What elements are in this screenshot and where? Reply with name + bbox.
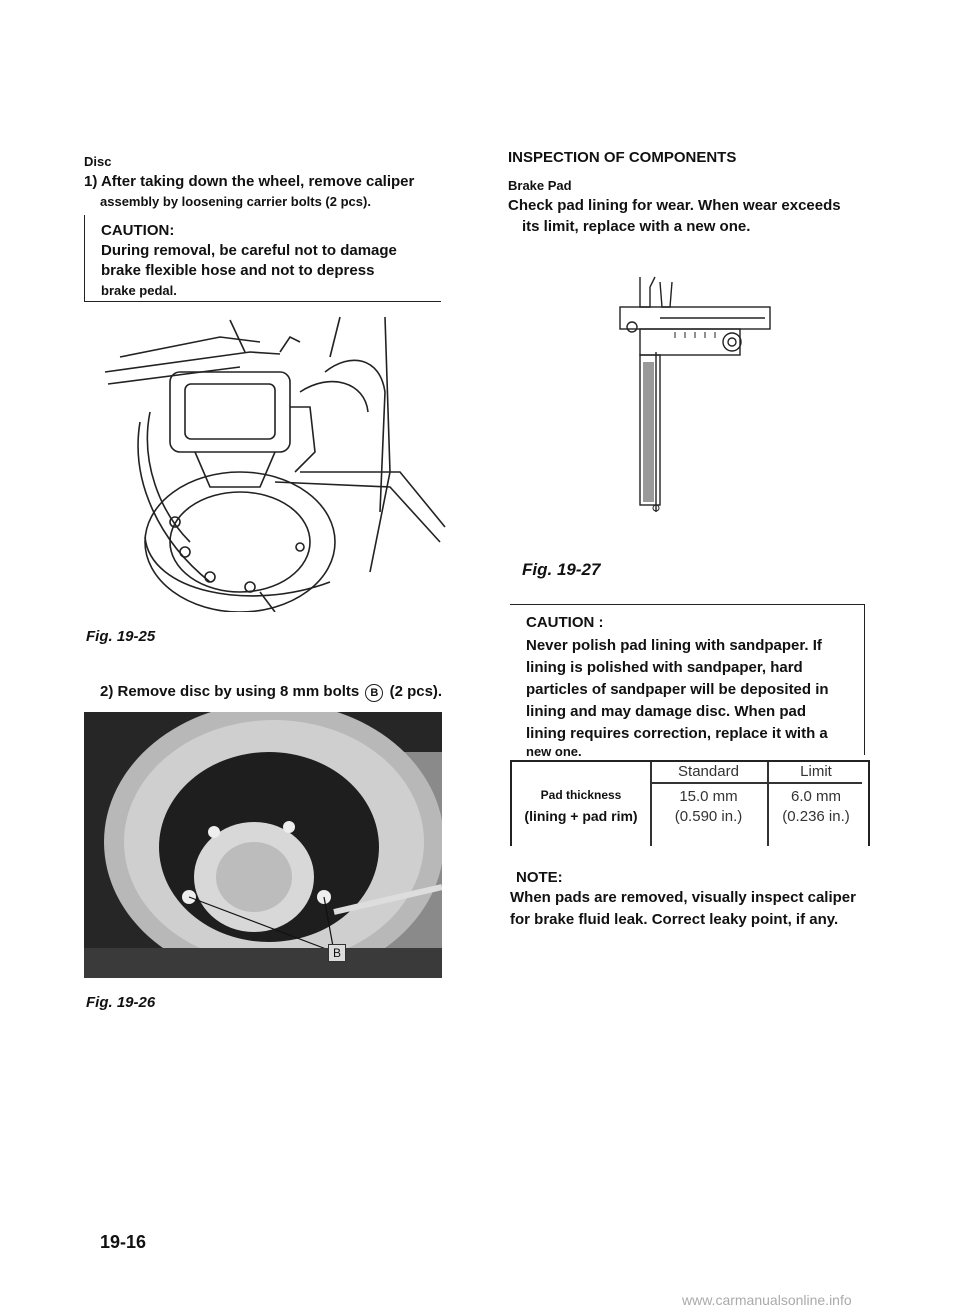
column-header-standard: Standard [678, 763, 739, 780]
table-divider [650, 782, 862, 784]
step1-text-line2: assembly by loosening carrier bolts (2 pcs). [100, 194, 371, 209]
caution-right-line-4: lining and may damage disc. When pad [526, 703, 807, 720]
caution-right-line-2: lining is polished with sandpaper, hard [526, 659, 803, 676]
step2-text [100, 682, 442, 702]
photo-marker-b-icon [328, 944, 346, 962]
standard-value-in: (0.590 in.) [674, 808, 743, 825]
step1-text-line1: 1) After taking down the wheel, remove caliper [84, 173, 415, 190]
limit-value-mm: 6.0 mm [790, 788, 841, 805]
fig-caption-19-25: Fig. 19-25 [86, 628, 156, 645]
standard-value-mm: 15.0 mm [679, 788, 738, 805]
caution-line-2: brake flexible hose and not to depress [101, 262, 375, 279]
caution-box-right [510, 604, 865, 759]
marker-b-text: B [370, 687, 379, 699]
caution-right-line-3: particles of sandpaper will be deposited in [526, 681, 829, 698]
row-label-pad-thickness: Pad thickness [540, 788, 622, 802]
photo-marker-b-text: B [332, 946, 341, 960]
intro-line-1: Check pad lining for wear. When wear exceeds [508, 197, 841, 214]
vernier-caliper-illustration [600, 272, 790, 517]
caution-right-line-1: Never polish pad lining with sandpaper. If [526, 637, 822, 654]
caution-right-line-6: new one. [526, 744, 582, 759]
caution-line-3: brake pedal. [101, 283, 177, 298]
caution-line-1: During removal, be careful not to damage [101, 242, 397, 259]
note-line-1: When pads are removed, visually inspect caliper [510, 889, 856, 906]
note-title: NOTE: [516, 869, 563, 886]
caution-box-left [84, 215, 441, 302]
fig-caption-19-27: Fig. 19-27 [522, 560, 601, 579]
caution-title-left: CAUTION: [101, 222, 175, 239]
caution-right-line-5: lining requires correction, replace it with a [526, 725, 828, 742]
intro-line-2: its limit, replace with a new one. [522, 218, 751, 235]
sub-heading-brake-pad: Brake Pad [508, 178, 572, 193]
step2-suffix: (2 pcs). [389, 683, 443, 700]
caliper-illustration [100, 312, 450, 612]
pad-thickness-table [510, 760, 870, 846]
section-heading: INSPECTION OF COMPONENTS [508, 149, 737, 166]
fig-caption-19-26: Fig. 19-26 [86, 994, 156, 1011]
row-label-lining: (lining + pad rim) [524, 808, 638, 824]
section-label-disc: Disc [84, 154, 112, 169]
page-number: 19-16 [100, 1232, 147, 1252]
marker-b-icon [365, 684, 383, 702]
column-header-limit: Limit [800, 763, 832, 780]
caution-title-right: CAUTION : [526, 614, 604, 631]
limit-value-in: (0.236 in.) [782, 808, 850, 825]
watermark: www.carmanualsonline.info [682, 1292, 852, 1308]
step2-label: 2) Remove disc by using 8 mm bolts [100, 683, 360, 700]
disc-removal-photo [84, 712, 442, 978]
note-line-2: for brake fluid leak. Correct leaky point, if any. [510, 911, 839, 928]
